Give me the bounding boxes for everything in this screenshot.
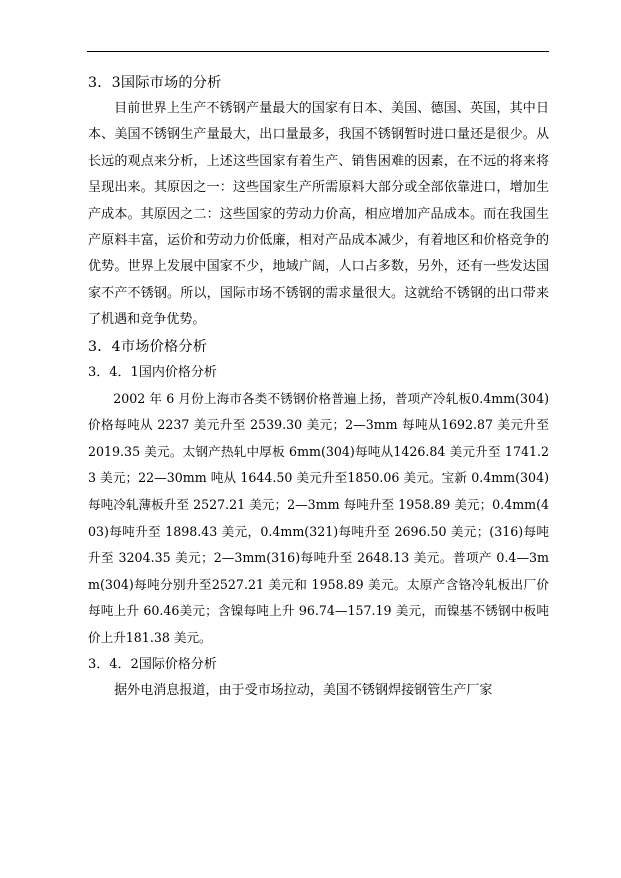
section-heading-3-4-2: 3．4．2国际价格分析 — [88, 656, 217, 672]
paragraph-international-market: 目前世界上生产不锈钢产量最大的国家有日本、美国、德国、英国，其中日本、美国不锈钢生产量最大，出口量最多，我国不锈钢暂时进口量还是很少。从长远的观点来分析，上述这些国家有着生产、销售困难的因素，在不远的将来将呈现出来。其原因之一：这些国家生产所需原料大部分或全部依靠进口，增加生产成本。其原因之二：这些国家的劳动力价高，相应增加产品成本。而在我国生产原料丰富，运价和劳动力价低廉，相对产品成本减少，有着地区和价格竞争的优势。世界上发展中国家不少，地域广阔，人口占多数，另外，还有一些发达国家不产不锈钢。所以，国际市场不锈钢的需求量很大。这就给不锈钢的出口带来了机遇和竞争优势。 — [88, 101, 549, 328]
document-body — [88, 70, 549, 704]
paragraph-domestic-price: 2002 年 6 月份上海市各类不锈钢价格普遍上扬，普项产冷轧板0.4mm(304)价格每吨从 2237 美元升至 2539.30 美元；2—3mm 每吨从1692.87 美元升至 2019.35 美元。太钢产热轧中厚板 6mm(304)每吨从1426.84 美元升至 1741.23 美元；22—30mm 吨从 1644.50 美元升至1850.06 美元。宝新 0.4mm(304)每吨冷轧薄板升至 2527.21 美元；2—3mm 每吨升至 1958.89 美元；0.4mm(403)每吨升至 1898.43 美元，0.4mm(321)每吨升至 2696.50 美元；(316)每吨升至 3204.35 美元；2—3mm(316)每吨升至 2648.13 美元。普项产 0.4—3mm(304)每吨分别升至2527.21 美元和 1958.89 美元。太原产含铬冷轧板出厂价每吨上升 60.46美元；含镍每吨上升 96.74—157.19 美元，而镍基不锈钢中板吨价上升181.38 美元。 — [88, 390, 549, 645]
section-heading-3-4: 3．4市场价格分析 — [88, 338, 208, 355]
paragraph-international-price: 据外电消息报道，由于受市场拉动，美国不锈钢焊接钢管生产厂家 — [114, 682, 493, 698]
header-rule — [87, 51, 549, 52]
section-heading-3-3: 3．3国际市场的分析 — [88, 75, 222, 91]
section-heading-3-4-1: 3．4．1国内价格分析 — [88, 364, 217, 380]
